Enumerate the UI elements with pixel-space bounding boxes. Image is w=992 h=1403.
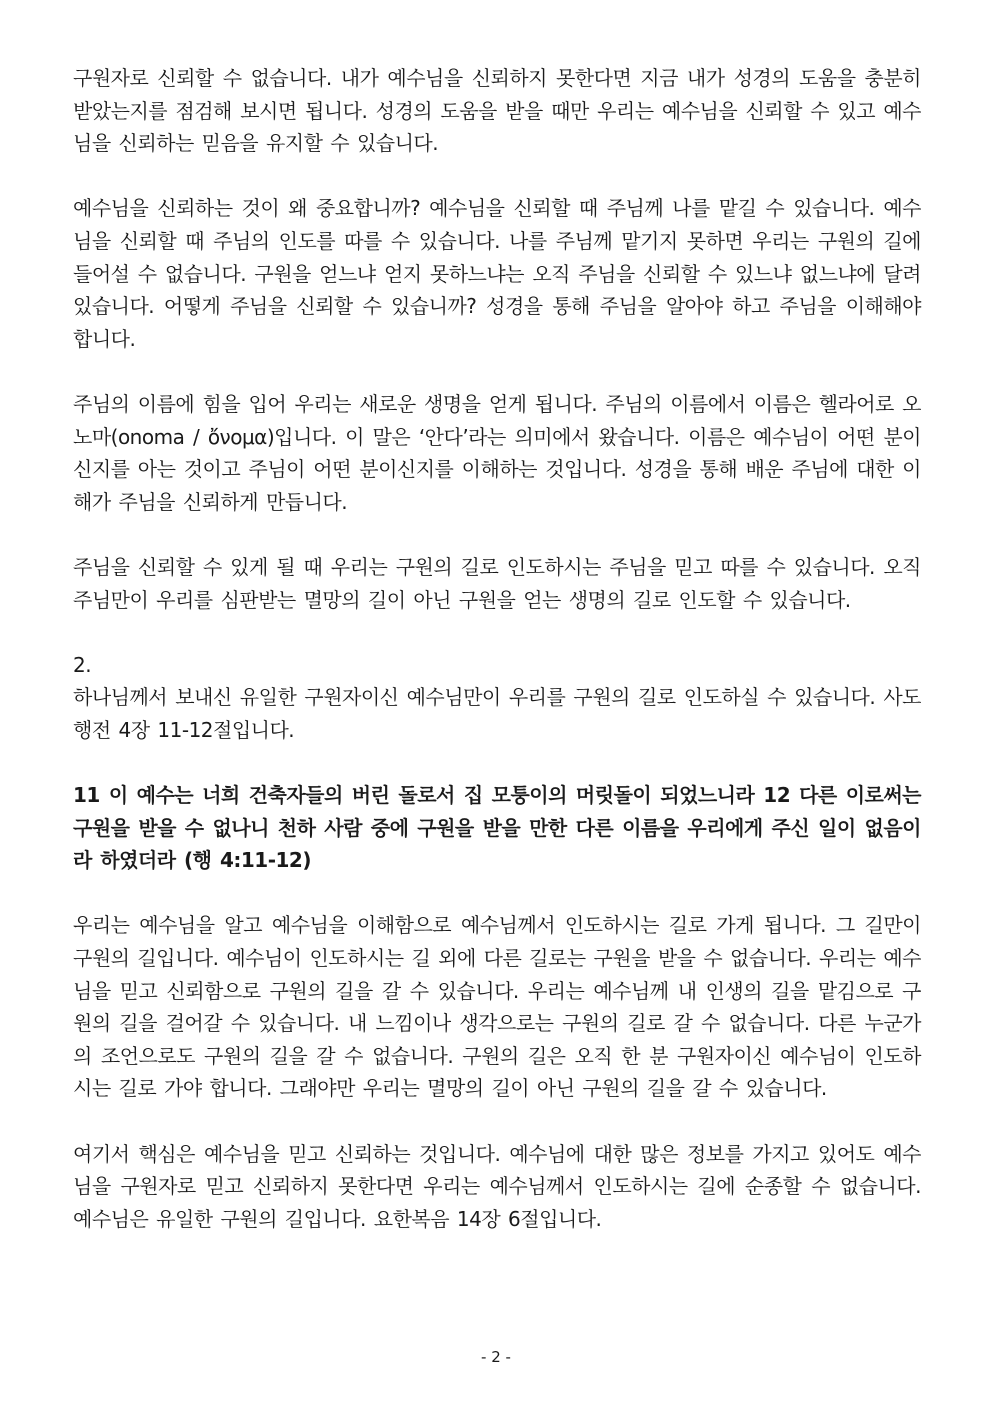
paragraph: 예수님을 신뢰하는 것이 왜 중요합니까? 예수님을 신뢰할 때 주님께 나를 맡길 수 있습니다. 예수님을 신뢰할 때 주님의 인도를 따를 수 있습니다. 나를 주님께 맡기지 못하면 우리는 구원의 길에 들어설 수 없습니다. 구원을 얻느냐 얻지 못하느냐는 오직 주님을 신뢰할 수 있느냐 없느냐에 달려 있습니다. 어떻게 주님을 신뢰할 수 있습니까? 성경을 통해 주님을 알아야 하고 주님을 이해해야 합니다. [73,196,921,351]
scripture-quote: 11 이 예수는 너희 건축자들의 버린 돌로서 집 모퉁이의 머릿돌이 되었느니라 12 다른 이로써는 구원을 받을 수 없나니 천하 사람 중에 구원을 받을 만한 다른 이름을 우리에게 주신 일이 없음이라 하였더라 (행 4:11-12) [73,783,921,873]
page-number: - 2 - [481,1348,511,1366]
paragraph: 여기서 핵심은 예수님을 믿고 신뢰하는 것입니다. 예수님에 대한 많은 정보를 가지고 있어도 예수님을 구원자로 믿고 신뢰하지 못한다면 우리는 예수님께서 인도하시는 길에 순종할 수 없습니다. 예수님은 유일한 구원의 길입니다. 요한복음 14장 6절입니다. [73,1141,921,1231]
paragraph: 주님의 이름에 힘을 입어 우리는 새로운 생명을 얻게 됩니다. 주님의 이름에서 이름은 헬라어로 오노마(onoma / ὄνομα)입니다. 이 말은 ‘안다’라는 의미에서 왔습니다. 이름은 예수님이 어떤 분이신지를 아는 것이고 주님이 어떤 분이신지를 이해하는 것입니다. 성경을 통해 배운 주님에 대한 이해가 주님을 신뢰하게 만듭니다. [73,391,921,514]
section-number: 2. [73,652,92,677]
section-intro: 하나님께서 보내신 유일한 구원자이신 예수님만이 우리를 구원의 길로 인도하실 수 있습니다. 사도행전 4장 11-12절입니다. [73,685,921,742]
paragraph: 우리는 예수님을 알고 예수님을 이해함으로 예수님께서 인도하시는 길로 가게 됩니다. 그 길만이 구원의 길입니다. 예수님이 인도하시는 길 외에 다른 길로는 구원을 받을 수 없습니다. 우리는 예수님을 믿고 신뢰함으로 구원의 길을 갈 수 있습니다. 우리는 예수님께 내 인생의 길을 맡김으로 구원의 길을 걸어갈 수 있습니다. 내 느낌이나 생각으로는 구원의 길로 갈 수 없습니다. 다른 누군가의 조언으로도 구원의 길을 갈 수 없습니다. 구원의 길은 오직 한 분 구원자이신 예수님이 인도하시는 길로 가야 합니다. 그래야만 우리는 멸망의 길이 아닌 구원의 길을 갈 수 있습니다. [73,913,921,1101]
paragraph: 주님을 신뢰할 수 있게 될 때 우리는 구원의 길로 인도하시는 주님을 믿고 따를 수 있습니다. 오직 주님만이 우리를 심판받는 멸망의 길이 아닌 구원을 얻는 생명의 길로 인도할 수 있습니다. [73,554,921,612]
paragraph: 구원자로 신뢰할 수 없습니다. 내가 예수님을 신뢰하지 못한다면 지금 내가 성경의 도움을 충분히 받았는지를 점검해 보시면 됩니다. 성경의 도움을 받을 때만 우리는 예수님을 신뢰할 수 있고 예수님을 신뢰하는 믿음을 유지할 수 있습니다. [73,66,921,156]
document-body [73,62,921,1235]
